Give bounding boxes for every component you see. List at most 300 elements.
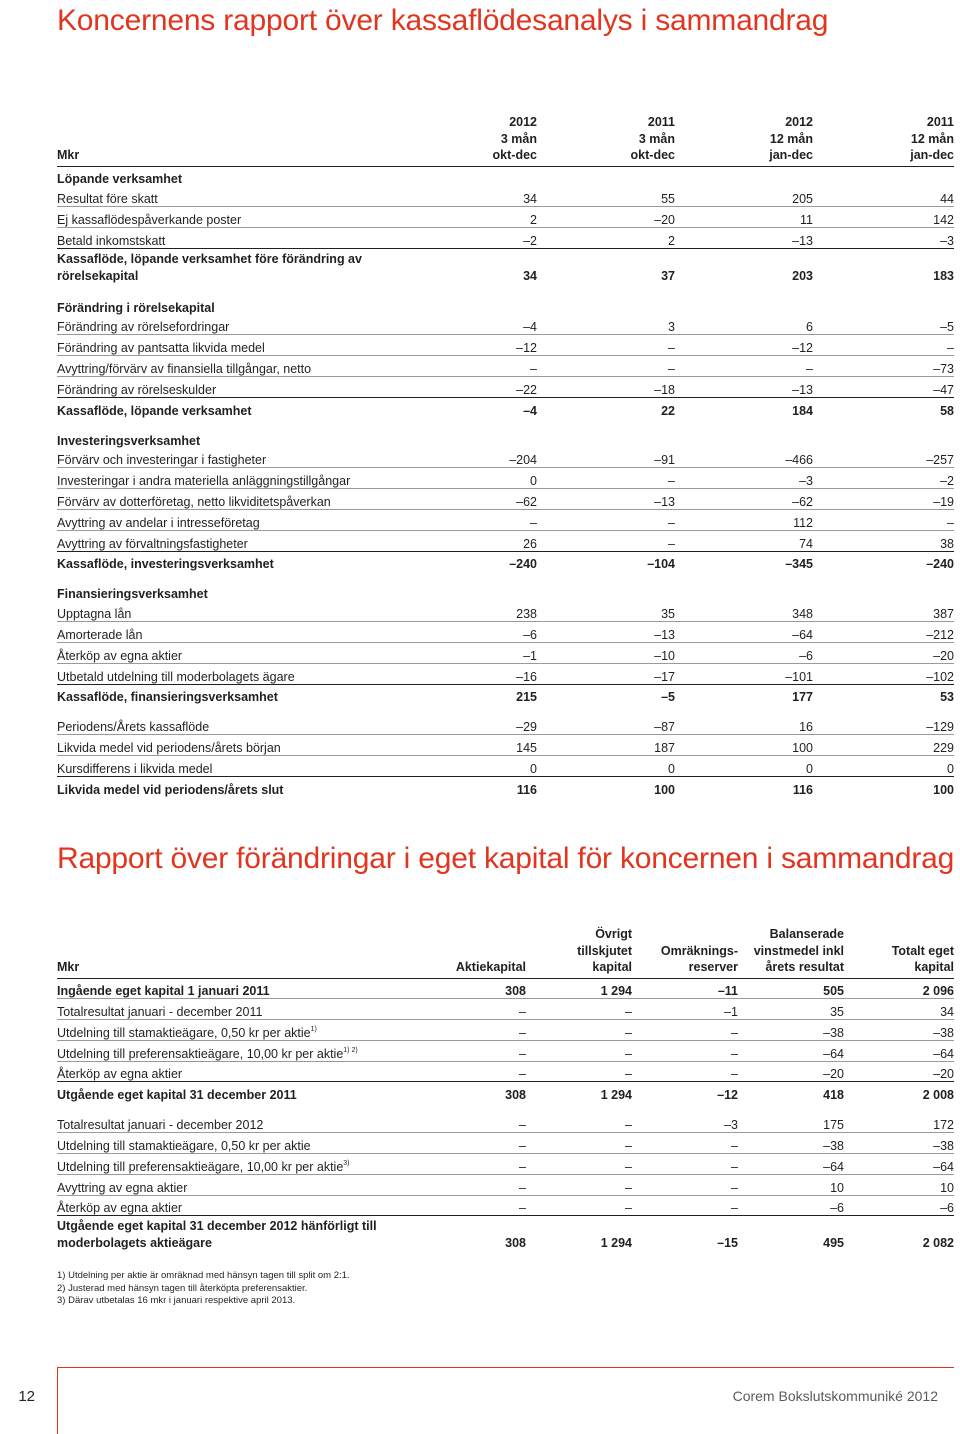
value-cell: – [537, 530, 675, 551]
cashflow-header-row [57, 114, 954, 166]
header-line: okt-dec [630, 148, 675, 162]
value-cell: –5 [813, 315, 954, 335]
header-line: 12 mån [910, 131, 954, 146]
value-cell: –240 [926, 557, 954, 572]
header-line: jan-dec [910, 148, 954, 162]
value-cell: 53 [940, 690, 954, 705]
value-cell: –64 [844, 1040, 954, 1061]
value-cell: –4 [404, 315, 537, 335]
cashflow-title: Koncernens rapport över kassaflödesanalys i sammandrag [57, 4, 829, 37]
row-label-cell: Förändring av pantsatta likvida medel [57, 335, 404, 356]
value-cell: –73 [813, 356, 954, 377]
value-cell: – [402, 1061, 526, 1082]
value-cell: – [402, 999, 526, 1020]
value-cell: 215 [516, 690, 537, 705]
header-line: 2012 [785, 115, 813, 129]
row-label-cell: Återköp av egna aktier [57, 1195, 402, 1216]
table-row [57, 551, 954, 571]
value-cell: 116 [792, 782, 813, 797]
value-cell: – [632, 1195, 738, 1216]
value-cell [675, 571, 813, 601]
table-row [57, 643, 954, 664]
value-cell: 116 [516, 782, 537, 797]
row-label-cell: Investeringar i andra materiella anläggningstillgångar [57, 468, 404, 489]
value-cell: – [526, 1174, 632, 1195]
row-label-cell: Likvida medel vid periodens/årets slut [57, 782, 284, 797]
header-line: okt-dec [492, 148, 537, 162]
value-cell [404, 418, 537, 448]
equity-table [57, 926, 954, 1252]
value-cell: 35 [738, 999, 844, 1020]
value-cell: –38 [738, 1133, 844, 1154]
value-cell: – [402, 1040, 526, 1061]
value-cell: –12 [404, 335, 537, 356]
value-cell: –6 [675, 643, 813, 664]
value-cell: 348 [675, 601, 813, 621]
row-label-cell: Finansieringsverksamhet [57, 587, 208, 602]
value-cell: – [526, 999, 632, 1020]
row-label-cell: Kassaflöde, investeringsverksamhet [57, 557, 274, 572]
footnote: 1) Utdelning per aktie är omräknad med hänsyn tagen till split om 2:1. [57, 1270, 350, 1281]
row-label-cell: Totalresultat januari - december 2011 [57, 999, 402, 1020]
row-label-cell: Förvärv av dotterföretag, netto likviditetspåverkan [57, 489, 404, 510]
row-label-cell: Resultat före skatt [57, 186, 404, 206]
value-cell: –20 [844, 1061, 954, 1082]
table-row [57, 468, 954, 489]
table-row [57, 285, 954, 315]
value-cell: – [402, 1133, 526, 1154]
table-row [57, 663, 954, 684]
value-cell: –13 [675, 227, 813, 248]
value-cell: –12 [717, 1088, 738, 1103]
value-cell: –13 [537, 622, 675, 643]
value-cell: 10 [738, 1174, 844, 1195]
header-line: jan-dec [769, 148, 813, 162]
value-cell: – [526, 1040, 632, 1061]
table-row [57, 777, 954, 797]
header-col [402, 926, 526, 978]
value-cell: – [526, 1102, 632, 1133]
table-row [57, 704, 954, 735]
value-cell: 38 [813, 530, 954, 551]
row-label-cell: Periodens/Årets kassaflöde [57, 704, 404, 735]
table-row [57, 530, 954, 551]
value-cell: – [537, 468, 675, 489]
value-cell: 387 [813, 601, 954, 621]
value-cell: 0 [675, 756, 813, 777]
value-cell: –4 [523, 403, 537, 418]
header-line: vinstmedel inkl [753, 943, 844, 958]
value-cell: – [632, 1061, 738, 1082]
table-row [57, 315, 954, 335]
value-cell: – [813, 335, 954, 356]
value-cell: 2 008 [922, 1088, 954, 1103]
header-col [537, 114, 675, 166]
value-cell: –62 [675, 489, 813, 510]
value-cell [675, 285, 813, 315]
value-cell: 175 [738, 1102, 844, 1133]
value-cell: –38 [738, 1020, 844, 1041]
value-cell: –20 [537, 207, 675, 228]
row-label-cell: Ingående eget kapital 1 januari 2011 [57, 978, 402, 999]
value-cell: –19 [813, 489, 954, 510]
value-cell: –345 [785, 557, 813, 572]
value-cell: 203 [792, 268, 813, 283]
value-cell: –466 [675, 448, 813, 468]
value-cell: –3 [813, 227, 954, 248]
footnote: 2) Justerad med hänsyn tagen till återköpta preferensaktier. [57, 1282, 308, 1294]
row-label-cell: Investeringsverksamhet [57, 433, 201, 448]
header-line: 2011 [647, 115, 675, 129]
value-cell: –38 [844, 1133, 954, 1154]
value-cell: –18 [537, 377, 675, 398]
row-label-cell: Utdelning till stamaktieägare, 0,50 kr per aktie$^{1)}$ [57, 1020, 402, 1041]
publication-name: Corem Bokslutskommuniké 2012 [732, 1388, 938, 1404]
value-cell [675, 166, 813, 186]
row-label-cell: Betald inkomstskatt [57, 227, 404, 248]
value-cell [404, 166, 537, 186]
header-line: Totalt eget [891, 943, 954, 958]
value-cell: –2 [813, 468, 954, 489]
value-cell [813, 285, 954, 315]
table-row [57, 166, 954, 186]
table-row [57, 1061, 954, 1082]
header-line: 2011 [926, 115, 954, 129]
footnote-ref: 1) [310, 1025, 317, 1033]
table-row [57, 622, 954, 643]
value-cell: –17 [537, 663, 675, 684]
table-row [57, 735, 954, 756]
footnote-ref: 3) [343, 1159, 350, 1167]
footnotes [57, 1270, 350, 1308]
value-cell: 1 294 [600, 1236, 632, 1251]
table-row [57, 510, 954, 531]
value-cell [537, 418, 675, 448]
row-label-cell: Kassaflöde, löpande verksamhet [57, 403, 252, 418]
cashflow-table [57, 114, 954, 797]
value-cell [404, 571, 537, 601]
value-cell: –101 [675, 663, 813, 684]
table-row [57, 1020, 954, 1041]
value-cell: 229 [813, 735, 954, 756]
value-cell: –62 [404, 489, 537, 510]
value-cell: –13 [537, 489, 675, 510]
value-cell: – [675, 356, 813, 377]
value-cell: –13 [675, 377, 813, 398]
value-cell: 100 [654, 782, 675, 797]
value-cell: 11 [675, 207, 813, 228]
value-cell: 2 [404, 207, 537, 228]
row-label-cell: Avyttring/förvärv av finansiella tillgångar, netto [57, 356, 404, 377]
value-cell [404, 285, 537, 315]
row-label-cell: Förändring i rörelsekapital [57, 300, 215, 315]
value-cell: –91 [537, 448, 675, 468]
value-cell: – [526, 1154, 632, 1175]
value-cell: 172 [844, 1102, 954, 1133]
value-cell: 37 [661, 268, 675, 283]
value-cell: 100 [675, 735, 813, 756]
footer-vertical-divider [57, 1367, 58, 1434]
value-cell: – [402, 1102, 526, 1133]
row-label-cell: Förvärv och investeringar i fastigheter [57, 448, 404, 468]
value-cell: 35 [537, 601, 675, 621]
value-cell: 142 [813, 207, 954, 228]
footnote: 3) Därav utbetalas 16 mkr i januari respektive april 2013. [57, 1295, 296, 1306]
header-col [404, 114, 537, 166]
header-line: Balanserade [769, 927, 844, 941]
table-row [57, 207, 954, 228]
value-cell: – [632, 1020, 738, 1041]
header-line: 3 mån [638, 131, 675, 146]
value-cell: –11 [632, 978, 738, 999]
header-line: 2012 [509, 115, 537, 129]
header-col [632, 926, 738, 978]
table-row [57, 418, 954, 448]
row-label-cell: Amorterade lån [57, 622, 404, 643]
header-line: Omräknings- [660, 943, 738, 958]
value-cell: – [813, 510, 954, 531]
value-cell: –64 [738, 1040, 844, 1061]
value-cell: –257 [813, 448, 954, 468]
value-cell: – [526, 1020, 632, 1041]
row-label-cell: Återköp av egna aktier [57, 643, 404, 664]
value-cell: – [404, 356, 537, 377]
value-cell: –64 [675, 622, 813, 643]
value-cell: 0 [404, 468, 537, 489]
value-cell: 74 [675, 530, 813, 551]
row-label-cell: Likvida medel vid periodens/årets början [57, 735, 404, 756]
row-label-cell: Utbetald utdelning till moderbolagets ägare [57, 663, 404, 684]
value-cell: 2 096 [844, 978, 954, 999]
value-cell: –5 [661, 690, 675, 705]
value-cell: –20 [738, 1061, 844, 1082]
value-cell: 183 [933, 268, 954, 283]
value-cell: – [537, 335, 675, 356]
value-cell: 100 [933, 782, 954, 797]
header-line: årets resultat [765, 960, 844, 974]
header-label: Mkr [57, 114, 404, 166]
value-cell: –64 [844, 1154, 954, 1175]
value-cell: – [404, 510, 537, 531]
equity-header-row [57, 926, 954, 978]
header-col [813, 114, 954, 166]
value-cell: 238 [404, 601, 537, 621]
value-cell: – [402, 1020, 526, 1041]
value-cell: –38 [844, 1020, 954, 1041]
row-label-cell: Upptagna lån [57, 601, 404, 621]
value-cell: 187 [537, 735, 675, 756]
value-cell: – [402, 1174, 526, 1195]
value-cell: –29 [404, 704, 537, 735]
value-cell: 1 294 [526, 978, 632, 999]
header-line: 3 mån [500, 131, 537, 146]
value-cell: – [632, 1174, 738, 1195]
header-line: Övrigt [595, 927, 632, 941]
table-row [57, 227, 954, 248]
value-cell: –47 [813, 377, 954, 398]
row-label-cell: Utdelning till preferensaktieägare, 10,00 kr per aktie$^{3)}$ [57, 1154, 402, 1175]
header-line: kapital [914, 960, 954, 974]
header-line: 12 mån [769, 131, 813, 146]
value-cell: 308 [505, 1088, 526, 1103]
value-cell: 505 [738, 978, 844, 999]
value-cell: 177 [792, 690, 813, 705]
value-cell: – [526, 1133, 632, 1154]
table-row [57, 1102, 954, 1133]
value-cell: 3 [537, 315, 675, 335]
table-row [57, 248, 954, 285]
table-row [57, 1195, 954, 1216]
value-cell: –12 [675, 335, 813, 356]
value-cell: 6 [675, 315, 813, 335]
value-cell: 2 [537, 227, 675, 248]
row-label-cell: Kursdifferens i likvida medel [57, 756, 404, 777]
value-cell [537, 166, 675, 186]
value-cell: –6 [404, 622, 537, 643]
value-cell: – [632, 1040, 738, 1061]
value-cell: 58 [940, 403, 954, 418]
table-row [57, 999, 954, 1020]
row-label-cell: Utgående eget kapital 31 december 2011 [57, 1088, 297, 1103]
value-cell: 16 [675, 704, 813, 735]
row-label-cell: Avyttring av förvaltningsfastigheter [57, 530, 404, 551]
table-row [57, 1154, 954, 1175]
row-label-cell: Avyttring av andelar i intresseföretag [57, 510, 404, 531]
row-label-cell: Kassaflöde, finansieringsverksamhet [57, 690, 278, 705]
table-row [57, 186, 954, 206]
value-cell: –6 [844, 1195, 954, 1216]
equity-body [57, 978, 954, 1252]
value-cell: – [632, 1154, 738, 1175]
value-cell [537, 285, 675, 315]
table-row [57, 978, 954, 999]
value-cell: 34 [404, 186, 537, 206]
value-cell: –129 [813, 704, 954, 735]
value-cell: –102 [813, 663, 954, 684]
cashflow-body [57, 166, 954, 797]
row-label-cell: Förändring av rörelsefordringar [57, 315, 404, 335]
header-col [526, 926, 632, 978]
value-cell: 184 [792, 403, 813, 418]
table-row [57, 1082, 954, 1102]
row-label-cell: Avyttring av egna aktier [57, 1174, 402, 1195]
value-cell: 2 082 [922, 1236, 954, 1251]
value-cell: 308 [505, 1236, 526, 1251]
value-cell [813, 418, 954, 448]
value-cell: –10 [537, 643, 675, 664]
table-row [57, 571, 954, 601]
value-cell: –1 [404, 643, 537, 664]
value-cell: 0 [404, 756, 537, 777]
table-row [57, 684, 954, 704]
header-line: kapital [592, 960, 632, 974]
value-cell: 308 [402, 978, 526, 999]
value-cell: –104 [647, 557, 675, 572]
header-col [675, 114, 813, 166]
footer-divider [57, 1367, 954, 1368]
table-row [57, 1174, 954, 1195]
row-label-cell: Kassaflöde, löpande verksamhet före förändring av rörelsekapital [57, 251, 362, 283]
table-row [57, 756, 954, 777]
row-label-cell: Utdelning till stamaktieägare, 0,50 kr per aktie [57, 1133, 402, 1154]
value-cell: – [526, 1195, 632, 1216]
value-cell: – [402, 1195, 526, 1216]
value-cell: 145 [404, 735, 537, 756]
value-cell: –3 [632, 1102, 738, 1133]
value-cell: –15 [717, 1236, 738, 1251]
value-cell: 55 [537, 186, 675, 206]
header-line: reserver [688, 960, 738, 974]
table-row [57, 1216, 954, 1253]
value-cell: 205 [675, 186, 813, 206]
value-cell: –204 [404, 448, 537, 468]
table-row [57, 448, 954, 468]
row-label-cell: Utdelning till preferensaktieägare, 10,00 kr per aktie$^{1) 2)}$ [57, 1040, 402, 1061]
value-cell: 34 [844, 999, 954, 1020]
row-label-cell: Totalresultat januari - december 2012 [57, 1102, 402, 1133]
value-cell: 495 [823, 1236, 844, 1251]
value-cell: 44 [813, 186, 954, 206]
value-cell [813, 166, 954, 186]
value-cell: – [526, 1061, 632, 1082]
header-label: Mkr [57, 926, 402, 978]
table-row [57, 356, 954, 377]
value-cell: 112 [675, 510, 813, 531]
page-number: 12 [18, 1388, 35, 1405]
value-cell: 1 294 [600, 1088, 632, 1103]
value-cell: 22 [661, 403, 675, 418]
value-cell: 34 [523, 268, 537, 283]
row-label-cell: Förändring av rörelseskulder [57, 377, 404, 398]
table-row [57, 1040, 954, 1061]
header-col [738, 926, 844, 978]
table-row [57, 377, 954, 398]
value-cell: 418 [823, 1088, 844, 1103]
value-cell: – [537, 510, 675, 531]
value-cell [537, 571, 675, 601]
value-cell: – [537, 356, 675, 377]
table-row [57, 397, 954, 417]
value-cell: 26 [404, 530, 537, 551]
header-line: tillskjutet [577, 943, 632, 958]
footnote-ref: 1) 2) [343, 1046, 358, 1054]
equity-title: Rapport över förändringar i eget kapital för koncernen i sammandrag [57, 842, 955, 875]
value-cell: 0 [813, 756, 954, 777]
value-cell: –3 [675, 468, 813, 489]
value-cell: – [632, 1133, 738, 1154]
value-cell: –64 [738, 1154, 844, 1175]
value-cell: –16 [404, 663, 537, 684]
table-row [57, 1133, 954, 1154]
value-cell: –87 [537, 704, 675, 735]
value-cell [813, 571, 954, 601]
value-cell: –6 [738, 1195, 844, 1216]
row-label-cell: Ej kassaflödespåverkande poster [57, 207, 404, 228]
table-row [57, 601, 954, 621]
value-cell: – [402, 1154, 526, 1175]
value-cell: –2 [404, 227, 537, 248]
table-row [57, 335, 954, 356]
row-label-cell: Återköp av egna aktier [57, 1061, 402, 1082]
value-cell: 10 [844, 1174, 954, 1195]
row-label-cell: Löpande verksamhet [57, 172, 183, 187]
value-cell: –1 [632, 999, 738, 1020]
value-cell: –20 [813, 643, 954, 664]
value-cell: –22 [404, 377, 537, 398]
header-col [844, 926, 954, 978]
value-cell: –212 [813, 622, 954, 643]
value-cell [675, 418, 813, 448]
